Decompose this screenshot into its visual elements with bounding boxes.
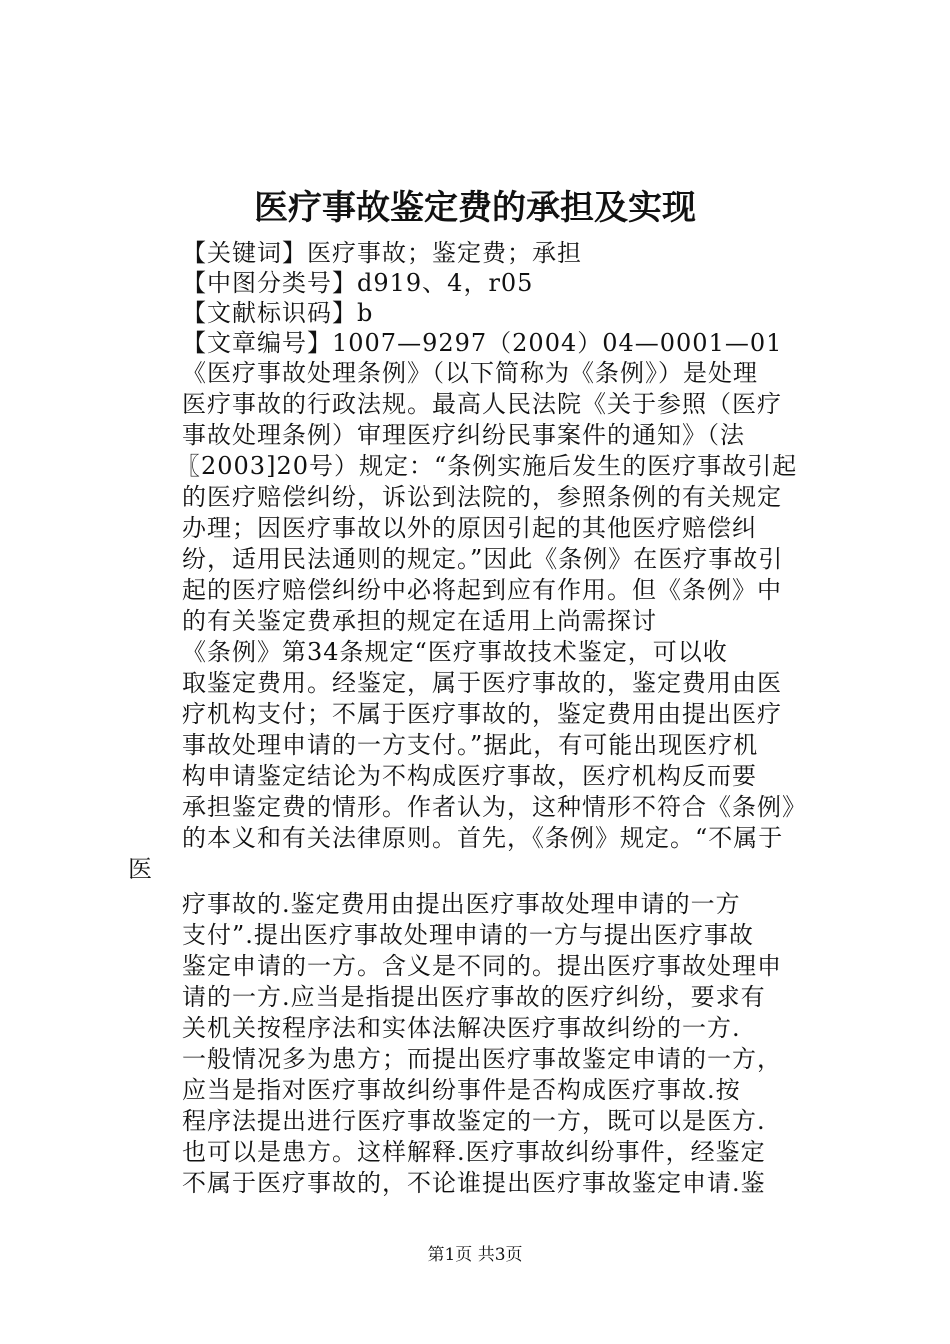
- body-line: 一般情况多为患方；而提出医疗事故鉴定申请的一方，: [182, 1045, 782, 1073]
- body-line: 医: [128, 855, 153, 883]
- body-line: 《医疗事故处理条例》（以下简称为《条例》）是处理: [182, 359, 758, 387]
- document-code-line: 【文献标识码】b: [182, 299, 374, 327]
- body-line: 〖2003]20号）规定：“条例实施后发生的医疗事故引起: [176, 452, 798, 480]
- body-line: 医疗事故的行政法规。最高人民法院《关于参照（医疗: [182, 390, 782, 418]
- body-line: 程序法提出进行医疗事故鉴定的一方，既可以是医方.: [182, 1107, 766, 1135]
- body-line: 不属于医疗事故的，不论谁提出医疗事故鉴定申请.鉴: [182, 1169, 766, 1197]
- body-line: 鉴定申请的一方。含义是不同的。提出医疗事故处理申: [182, 952, 782, 980]
- body-line: 疗机构支付；不属于医疗事故的，鉴定费用由提出医疗: [182, 700, 782, 728]
- body-line: 支付”.提出医疗事故处理申请的一方与提出医疗事故: [182, 921, 754, 949]
- body-line: 也可以是患方。这样解释.医疗事故纠纷事件，经鉴定: [182, 1138, 766, 1166]
- article-number-line: 【文章编号】1007—9297（2004）04—0001—01: [182, 329, 783, 357]
- keywords-line: 【关键词】医疗事故；鉴定费；承担: [182, 239, 582, 267]
- body-line: 构申请鉴定结论为不构成医疗事故，医疗机构反而要: [182, 762, 757, 790]
- body-line: 承担鉴定费的情形。作者认为，这种情形不符合《条例》: [182, 793, 807, 821]
- body-line: 办理；因医疗事故以外的原因引起的其他医疗赔偿纠: [182, 514, 757, 542]
- page-footer: 第1页 共3页: [427, 1245, 523, 1265]
- body-line: 起的医疗赔偿纠纷中必将起到应有作用。但《条例》中: [182, 576, 782, 604]
- document-title: 医疗事故鉴定费的承担及实现: [254, 188, 696, 228]
- body-line: 疗事故的.鉴定费用由提出医疗事故处理申请的一方: [182, 890, 741, 918]
- body-line: 的医疗赔偿纠纷，诉讼到法院的，参照条例的有关规定: [182, 483, 782, 511]
- body-line: 的有关鉴定费承担的规定在适用上尚需探讨: [182, 607, 657, 635]
- body-line: 的本义和有关法律原则。首先，《条例》规定。“不属于: [182, 824, 784, 852]
- body-line: 《条例》第34条规定“医疗事故技术鉴定，可以收: [182, 638, 728, 666]
- body-line: 事故处理条例）审理医疗纠纷民事案件的通知》（法: [182, 421, 745, 449]
- body-line: 应当是指对医疗事故纠纷事件是否构成医疗事故.按: [182, 1076, 741, 1104]
- body-line: 关机关按程序法和实体法解决医疗事故纠纷的一方.: [182, 1014, 741, 1042]
- classification-line: 【中图分类号】d919、4，r05: [182, 269, 534, 297]
- body-line: 纷，适用民法通则的规定。”因此《条例》在医疗事故引: [182, 545, 784, 573]
- body-line: 事故处理申请的一方支付。”据此，有可能出现医疗机: [182, 731, 759, 759]
- body-line: 请的一方.应当是指提出医疗事故的医疗纠纷，要求有: [182, 983, 766, 1011]
- body-line: 取鉴定费用。经鉴定，属于医疗事故的，鉴定费用由医: [182, 669, 782, 697]
